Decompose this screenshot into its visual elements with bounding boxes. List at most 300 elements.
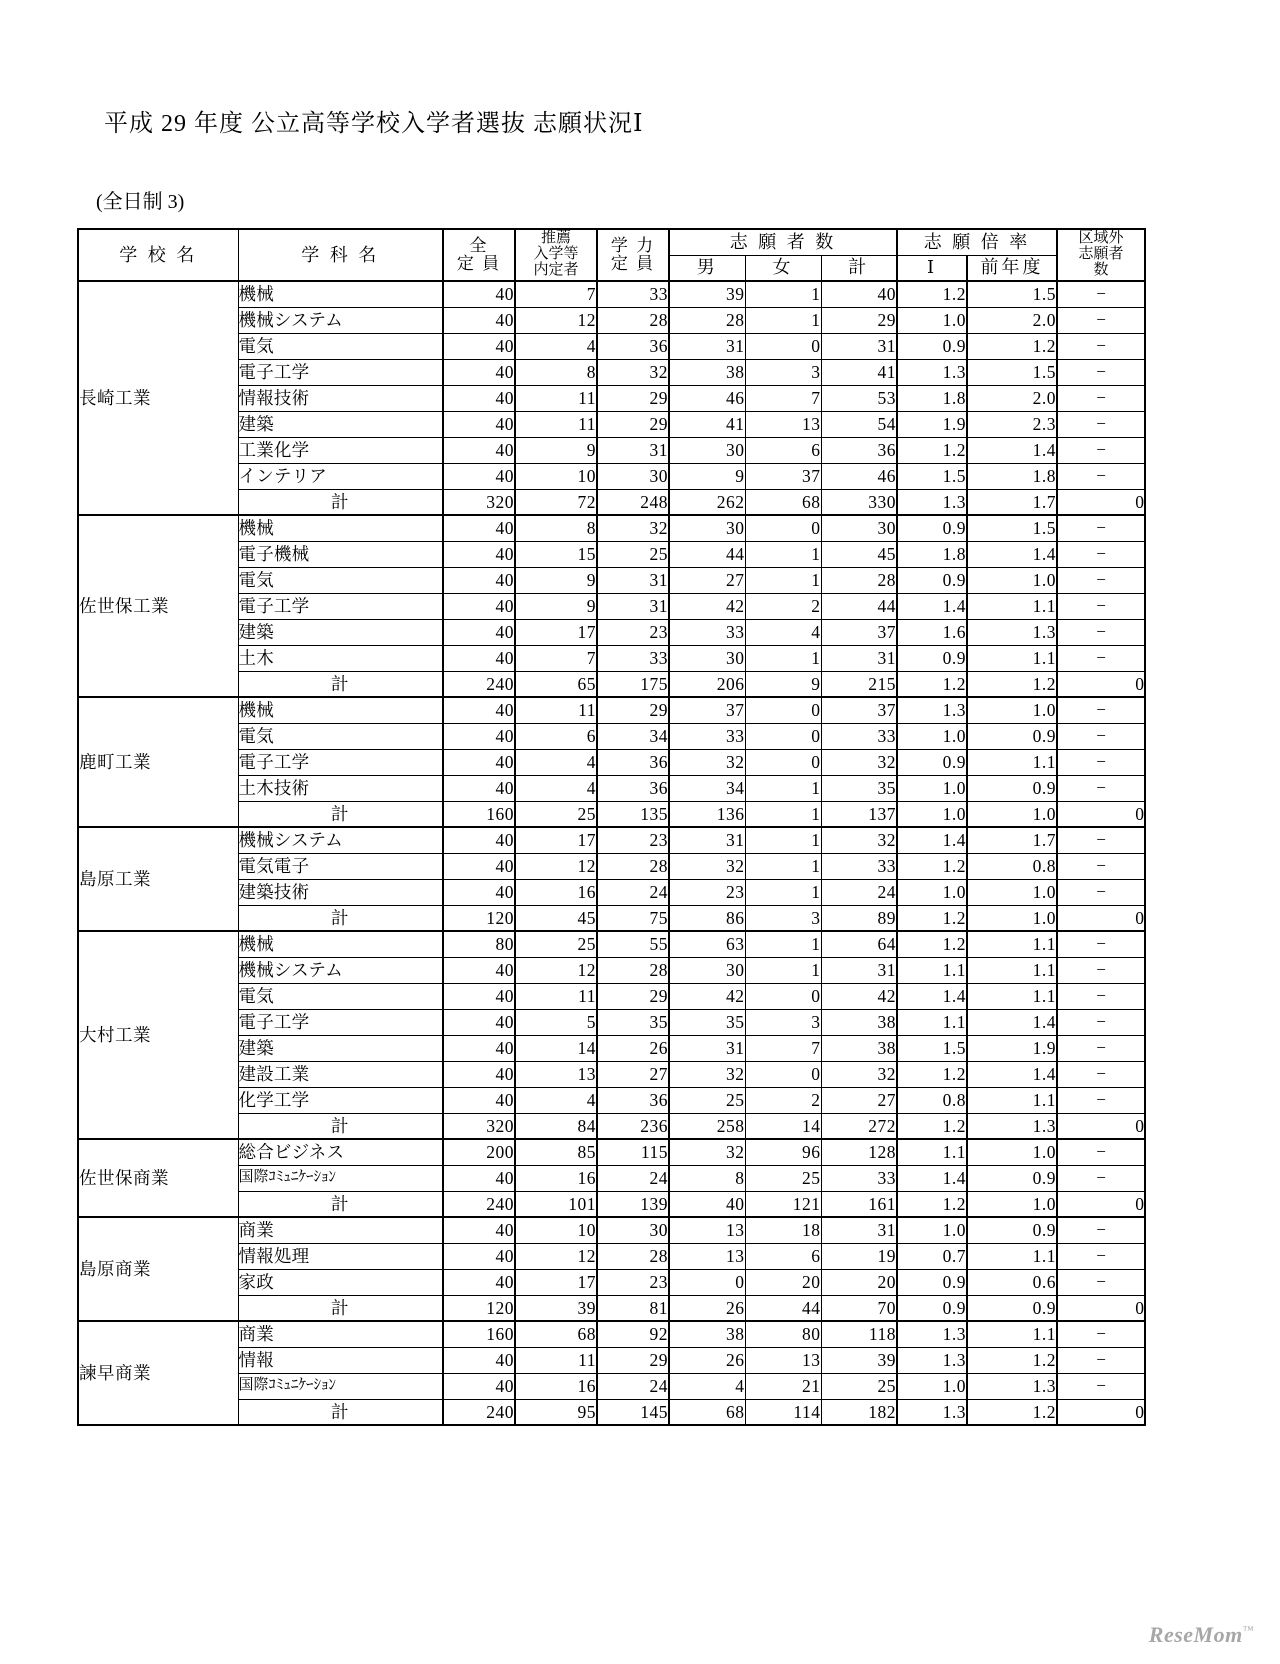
header-applicants-group: 志 願 者 数 <box>669 229 897 255</box>
cell-outside-district: − <box>1057 749 1145 775</box>
cell-applicants-female: 3 <box>745 1009 821 1035</box>
school-name-cell: 大村工業 <box>78 931 238 1139</box>
header-academic-capacity-line1: 学 力 <box>610 236 656 256</box>
cell-recommendation-admitted: 4 <box>515 775 597 801</box>
cell-applicants-total: 38 <box>821 1009 897 1035</box>
total-cell-ratio-current: 1.2 <box>897 1113 967 1139</box>
cell-recommendation-admitted: 11 <box>515 697 597 723</box>
total-cell-outside-district: 0 <box>1057 905 1145 931</box>
header-applicants-male: 男 <box>669 255 745 281</box>
cell-ratio-previous: 1.1 <box>967 931 1057 957</box>
cell-applicants-female: 0 <box>745 723 821 749</box>
cell-total-capacity: 160 <box>443 1321 515 1347</box>
total-cell-outside-district: 0 <box>1057 1113 1145 1139</box>
cell-outside-district: − <box>1057 1269 1145 1295</box>
cell-ratio-current: 1.2 <box>897 437 967 463</box>
total-cell-recommendation-admitted: 72 <box>515 489 597 515</box>
total-cell-ratio-current: 1.2 <box>897 1191 967 1217</box>
total-cell-ratio-previous: 1.2 <box>967 671 1057 697</box>
cell-applicants-female: 1 <box>745 281 821 307</box>
cell-applicants-female: 7 <box>745 1035 821 1061</box>
cell-applicants-male: 63 <box>669 931 745 957</box>
cell-applicants-male: 38 <box>669 359 745 385</box>
department-name-cell: 機械システム <box>238 957 443 983</box>
cell-academic-capacity: 29 <box>597 411 669 437</box>
table-row <box>78 385 1145 411</box>
total-cell-academic-capacity: 139 <box>597 1191 669 1217</box>
cell-outside-district: − <box>1057 333 1145 359</box>
header-outside-line1: 区域外 <box>1078 230 1124 247</box>
application-status-table-wrapper <box>77 228 1145 1426</box>
cell-ratio-current: 1.1 <box>897 1009 967 1035</box>
cell-academic-capacity: 34 <box>597 723 669 749</box>
school-name-cell: 鹿町工業 <box>78 697 238 827</box>
cell-academic-capacity: 32 <box>597 359 669 385</box>
cell-applicants-male: 38 <box>669 1321 745 1347</box>
table-row <box>78 1139 1145 1165</box>
table-row <box>78 541 1145 567</box>
department-name-cell: 電子工学 <box>238 1009 443 1035</box>
header-school-name: 学 校 名 <box>78 229 238 281</box>
cell-ratio-previous: 1.4 <box>967 541 1057 567</box>
cell-applicants-female: 96 <box>745 1139 821 1165</box>
header-recommendation-admitted <box>515 229 597 281</box>
cell-applicants-female: 1 <box>745 645 821 671</box>
cell-academic-capacity: 23 <box>597 1269 669 1295</box>
department-name-cell: 情報処理 <box>238 1243 443 1269</box>
cell-total-capacity: 40 <box>443 437 515 463</box>
cell-recommendation-admitted: 10 <box>515 463 597 489</box>
cell-total-capacity: 40 <box>443 1269 515 1295</box>
cell-applicants-total: 24 <box>821 879 897 905</box>
total-row-label: 計 <box>238 1399 443 1425</box>
header-applicants-total: 計 <box>821 255 897 281</box>
total-cell-applicants-total: 330 <box>821 489 897 515</box>
cell-applicants-female: 2 <box>745 1087 821 1113</box>
cell-applicants-female: 7 <box>745 385 821 411</box>
total-cell-total-capacity: 120 <box>443 905 515 931</box>
table-total-row <box>78 1191 1145 1217</box>
header-outside-line3: 数 <box>1093 261 1109 278</box>
cell-applicants-total: 32 <box>821 827 897 853</box>
total-cell-applicants-male: 262 <box>669 489 745 515</box>
total-cell-applicants-male: 86 <box>669 905 745 931</box>
cell-applicants-female: 0 <box>745 749 821 775</box>
total-cell-applicants-female: 9 <box>745 671 821 697</box>
cell-applicants-total: 64 <box>821 931 897 957</box>
cell-ratio-previous: 1.2 <box>967 333 1057 359</box>
cell-applicants-female: 2 <box>745 593 821 619</box>
cell-academic-capacity: 24 <box>597 1165 669 1191</box>
cell-total-capacity: 40 <box>443 307 515 333</box>
table-row <box>78 853 1145 879</box>
department-name-cell: インテリア <box>238 463 443 489</box>
department-name-cell: 建築 <box>238 411 443 437</box>
school-name-cell: 佐世保商業 <box>78 1139 238 1217</box>
department-name-cell: 機械システム <box>238 307 443 333</box>
cell-ratio-previous: 1.3 <box>967 1373 1057 1399</box>
department-name-cell: 建築技術 <box>238 879 443 905</box>
cell-total-capacity: 40 <box>443 567 515 593</box>
total-cell-applicants-female: 14 <box>745 1113 821 1139</box>
total-cell-recommendation-admitted: 65 <box>515 671 597 697</box>
cell-recommendation-admitted: 15 <box>515 541 597 567</box>
cell-academic-capacity: 28 <box>597 1243 669 1269</box>
cell-total-capacity: 40 <box>443 983 515 1009</box>
department-name-cell: 国際ｺﾐｭﾆｹｰｼｮﾝ <box>238 1373 443 1399</box>
total-cell-applicants-male: 40 <box>669 1191 745 1217</box>
header-total-capacity-line2: 定 員 <box>456 254 502 273</box>
table-row <box>78 281 1145 307</box>
cell-outside-district: − <box>1057 1009 1145 1035</box>
table-total-row <box>78 671 1145 697</box>
cell-applicants-male: 13 <box>669 1243 745 1269</box>
cell-applicants-total: 33 <box>821 853 897 879</box>
cell-ratio-previous: 1.1 <box>967 1321 1057 1347</box>
cell-applicants-female: 37 <box>745 463 821 489</box>
cell-applicants-female: 1 <box>745 853 821 879</box>
cell-outside-district: − <box>1057 1217 1145 1243</box>
cell-total-capacity: 40 <box>443 385 515 411</box>
cell-academic-capacity: 31 <box>597 437 669 463</box>
department-name-cell: 電気 <box>238 567 443 593</box>
total-cell-applicants-total: 70 <box>821 1295 897 1321</box>
cell-applicants-male: 32 <box>669 749 745 775</box>
cell-recommendation-admitted: 11 <box>515 983 597 1009</box>
cell-total-capacity: 40 <box>443 1373 515 1399</box>
department-name-cell: 土木 <box>238 645 443 671</box>
cell-outside-district: − <box>1057 307 1145 333</box>
cell-applicants-male: 42 <box>669 593 745 619</box>
total-cell-outside-district: 0 <box>1057 1295 1145 1321</box>
cell-applicants-female: 1 <box>745 957 821 983</box>
cell-academic-capacity: 36 <box>597 1087 669 1113</box>
total-cell-total-capacity: 160 <box>443 801 515 827</box>
cell-ratio-previous: 1.2 <box>967 1347 1057 1373</box>
cell-applicants-female: 80 <box>745 1321 821 1347</box>
cell-academic-capacity: 25 <box>597 541 669 567</box>
header-recommendation-line3: 内定者 <box>533 261 579 278</box>
cell-academic-capacity: 29 <box>597 1347 669 1373</box>
cell-applicants-total: 54 <box>821 411 897 437</box>
cell-total-capacity: 40 <box>443 593 515 619</box>
cell-outside-district: − <box>1057 385 1145 411</box>
department-name-cell: 建設工業 <box>238 1061 443 1087</box>
cell-applicants-male: 46 <box>669 385 745 411</box>
cell-total-capacity: 40 <box>443 281 515 307</box>
cell-total-capacity: 40 <box>443 1165 515 1191</box>
cell-total-capacity: 40 <box>443 749 515 775</box>
cell-academic-capacity: 24 <box>597 1373 669 1399</box>
cell-applicants-total: 41 <box>821 359 897 385</box>
department-name-cell: 電子工学 <box>238 359 443 385</box>
table-header <box>78 229 1145 281</box>
cell-total-capacity: 40 <box>443 1347 515 1373</box>
cell-ratio-previous: 0.9 <box>967 1217 1057 1243</box>
department-name-cell: 商業 <box>238 1321 443 1347</box>
cell-total-capacity: 40 <box>443 359 515 385</box>
table-row <box>78 1061 1145 1087</box>
table-body <box>78 281 1145 1425</box>
watermark-text: ReseMom <box>1148 1622 1243 1647</box>
department-name-cell: 電子工学 <box>238 749 443 775</box>
total-cell-ratio-previous: 1.0 <box>967 801 1057 827</box>
department-name-cell: 工業化学 <box>238 437 443 463</box>
cell-applicants-male: 31 <box>669 1035 745 1061</box>
cell-applicants-male: 8 <box>669 1165 745 1191</box>
department-name-cell: 建築 <box>238 619 443 645</box>
department-name-cell: 機械 <box>238 697 443 723</box>
table-row <box>78 1243 1145 1269</box>
cell-ratio-current: 1.0 <box>897 879 967 905</box>
cell-total-capacity: 40 <box>443 879 515 905</box>
table-row <box>78 697 1145 723</box>
table-row <box>78 1087 1145 1113</box>
cell-total-capacity: 40 <box>443 1217 515 1243</box>
cell-ratio-previous: 1.0 <box>967 879 1057 905</box>
cell-applicants-total: 28 <box>821 567 897 593</box>
total-cell-applicants-male: 206 <box>669 671 745 697</box>
cell-outside-district: − <box>1057 515 1145 541</box>
department-name-cell: 情報 <box>238 1347 443 1373</box>
department-name-cell: 建築 <box>238 1035 443 1061</box>
cell-applicants-total: 45 <box>821 541 897 567</box>
cell-outside-district: − <box>1057 879 1145 905</box>
cell-applicants-total: 31 <box>821 957 897 983</box>
cell-ratio-current: 1.1 <box>897 957 967 983</box>
cell-applicants-male: 23 <box>669 879 745 905</box>
cell-applicants-male: 34 <box>669 775 745 801</box>
cell-ratio-previous: 2.0 <box>967 385 1057 411</box>
cell-academic-capacity: 31 <box>597 593 669 619</box>
cell-total-capacity: 40 <box>443 827 515 853</box>
page-title: 平成 29 年度 公立高等学校入学者選抜 志願状況Ⅰ <box>104 111 644 137</box>
total-cell-total-capacity: 240 <box>443 671 515 697</box>
cell-ratio-previous: 1.4 <box>967 1061 1057 1087</box>
cell-applicants-female: 0 <box>745 333 821 359</box>
header-applicants-female: 女 <box>745 255 821 281</box>
cell-applicants-total: 31 <box>821 1217 897 1243</box>
cell-applicants-total: 40 <box>821 281 897 307</box>
cell-applicants-male: 30 <box>669 437 745 463</box>
cell-ratio-previous: 1.1 <box>967 593 1057 619</box>
cell-recommendation-admitted: 12 <box>515 1243 597 1269</box>
cell-applicants-male: 41 <box>669 411 745 437</box>
cell-recommendation-admitted: 17 <box>515 1269 597 1295</box>
total-cell-outside-district: 0 <box>1057 1191 1145 1217</box>
cell-academic-capacity: 33 <box>597 281 669 307</box>
total-row-label: 計 <box>238 671 443 697</box>
cell-applicants-female: 0 <box>745 1061 821 1087</box>
total-cell-ratio-current: 1.3 <box>897 1399 967 1425</box>
table-row <box>78 307 1145 333</box>
cell-outside-district: − <box>1057 281 1145 307</box>
table-header-row-1 <box>78 229 1145 255</box>
cell-recommendation-admitted: 4 <box>515 749 597 775</box>
department-name-cell: 機械 <box>238 931 443 957</box>
total-cell-applicants-male: 136 <box>669 801 745 827</box>
cell-ratio-previous: 1.1 <box>967 1087 1057 1113</box>
cell-applicants-total: 44 <box>821 593 897 619</box>
total-cell-applicants-total: 272 <box>821 1113 897 1139</box>
cell-recommendation-admitted: 8 <box>515 515 597 541</box>
total-cell-applicants-total: 215 <box>821 671 897 697</box>
total-cell-ratio-previous: 1.0 <box>967 905 1057 931</box>
cell-outside-district: − <box>1057 645 1145 671</box>
cell-ratio-current: 1.5 <box>897 1035 967 1061</box>
cell-total-capacity: 40 <box>443 1061 515 1087</box>
total-cell-recommendation-admitted: 45 <box>515 905 597 931</box>
table-row <box>78 723 1145 749</box>
cell-applicants-total: 30 <box>821 515 897 541</box>
header-recommendation-line1: 推薦 <box>540 230 571 247</box>
cell-outside-district: − <box>1057 853 1145 879</box>
total-cell-total-capacity: 240 <box>443 1191 515 1217</box>
department-name-cell: 電子機械 <box>238 541 443 567</box>
table-total-row <box>78 1295 1145 1321</box>
table-row <box>78 931 1145 957</box>
total-cell-applicants-female: 1 <box>745 801 821 827</box>
cell-outside-district: − <box>1057 775 1145 801</box>
table-row <box>78 1269 1145 1295</box>
cell-applicants-total: 29 <box>821 307 897 333</box>
cell-outside-district: − <box>1057 1347 1145 1373</box>
cell-ratio-current: 1.0 <box>897 775 967 801</box>
total-cell-ratio-current: 1.0 <box>897 801 967 827</box>
total-cell-total-capacity: 120 <box>443 1295 515 1321</box>
cell-academic-capacity: 35 <box>597 1009 669 1035</box>
table-row <box>78 1373 1145 1399</box>
total-cell-recommendation-admitted: 25 <box>515 801 597 827</box>
table-row <box>78 515 1145 541</box>
cell-academic-capacity: 33 <box>597 645 669 671</box>
total-row-label: 計 <box>238 905 443 931</box>
cell-applicants-total: 118 <box>821 1321 897 1347</box>
cell-ratio-current: 1.2 <box>897 853 967 879</box>
cell-ratio-previous: 1.5 <box>967 515 1057 541</box>
cell-applicants-female: 13 <box>745 1347 821 1373</box>
cell-ratio-current: 0.7 <box>897 1243 967 1269</box>
cell-recommendation-admitted: 12 <box>515 307 597 333</box>
total-cell-total-capacity: 320 <box>443 489 515 515</box>
total-cell-ratio-current: 1.3 <box>897 489 967 515</box>
table-total-row <box>78 489 1145 515</box>
cell-total-capacity: 40 <box>443 723 515 749</box>
cell-academic-capacity: 23 <box>597 827 669 853</box>
cell-outside-district: − <box>1057 437 1145 463</box>
cell-ratio-previous: 1.5 <box>967 359 1057 385</box>
total-cell-outside-district: 0 <box>1057 1399 1145 1425</box>
cell-recommendation-admitted: 5 <box>515 1009 597 1035</box>
total-cell-academic-capacity: 248 <box>597 489 669 515</box>
cell-applicants-total: 33 <box>821 1165 897 1191</box>
cell-recommendation-admitted: 25 <box>515 931 597 957</box>
cell-total-capacity: 40 <box>443 1087 515 1113</box>
cell-applicants-male: 44 <box>669 541 745 567</box>
cell-applicants-female: 1 <box>745 879 821 905</box>
header-total-capacity-line1: 全 <box>469 236 489 256</box>
school-name-cell: 諫早商業 <box>78 1321 238 1425</box>
cell-recommendation-admitted: 17 <box>515 619 597 645</box>
cell-applicants-female: 13 <box>745 411 821 437</box>
page-subtitle: (全日制 3) <box>96 191 185 213</box>
cell-applicants-total: 20 <box>821 1269 897 1295</box>
cell-total-capacity: 40 <box>443 957 515 983</box>
total-row-label: 計 <box>238 489 443 515</box>
cell-ratio-current: 1.2 <box>897 281 967 307</box>
cell-ratio-previous: 1.9 <box>967 1035 1057 1061</box>
total-cell-applicants-total: 89 <box>821 905 897 931</box>
cell-outside-district: − <box>1057 1243 1145 1269</box>
cell-academic-capacity: 28 <box>597 307 669 333</box>
total-cell-ratio-previous: 0.9 <box>967 1295 1057 1321</box>
cell-total-capacity: 40 <box>443 853 515 879</box>
cell-outside-district: − <box>1057 593 1145 619</box>
cell-applicants-total: 39 <box>821 1347 897 1373</box>
header-total-capacity <box>443 229 515 281</box>
department-name-cell: 電気 <box>238 723 443 749</box>
cell-applicants-total: 25 <box>821 1373 897 1399</box>
department-name-cell: 情報技術 <box>238 385 443 411</box>
cell-applicants-female: 18 <box>745 1217 821 1243</box>
total-row-label: 計 <box>238 1191 443 1217</box>
cell-applicants-male: 0 <box>669 1269 745 1295</box>
table-row <box>78 437 1145 463</box>
table-row <box>78 827 1145 853</box>
cell-applicants-total: 31 <box>821 645 897 671</box>
cell-ratio-previous: 1.8 <box>967 463 1057 489</box>
cell-applicants-male: 28 <box>669 307 745 333</box>
cell-academic-capacity: 31 <box>597 567 669 593</box>
department-name-cell: 電気 <box>238 983 443 1009</box>
department-name-cell: 電気 <box>238 333 443 359</box>
cell-ratio-previous: 0.8 <box>967 853 1057 879</box>
cell-total-capacity: 40 <box>443 515 515 541</box>
department-name-cell: 土木技術 <box>238 775 443 801</box>
total-cell-ratio-current: 1.2 <box>897 671 967 697</box>
total-cell-applicants-female: 114 <box>745 1399 821 1425</box>
watermark-tm: ™ <box>1242 1624 1254 1637</box>
cell-outside-district: − <box>1057 827 1145 853</box>
cell-applicants-total: 36 <box>821 437 897 463</box>
cell-ratio-previous: 1.5 <box>967 281 1057 307</box>
cell-recommendation-admitted: 85 <box>515 1139 597 1165</box>
cell-applicants-total: 33 <box>821 723 897 749</box>
cell-recommendation-admitted: 6 <box>515 723 597 749</box>
cell-recommendation-admitted: 16 <box>515 1165 597 1191</box>
table-row <box>78 463 1145 489</box>
cell-academic-capacity: 26 <box>597 1035 669 1061</box>
department-name-cell: 化学工学 <box>238 1087 443 1113</box>
cell-total-capacity: 40 <box>443 645 515 671</box>
header-outside-district-applicants <box>1057 229 1145 281</box>
cell-outside-district: − <box>1057 1165 1145 1191</box>
cell-academic-capacity: 32 <box>597 515 669 541</box>
table-row <box>78 1321 1145 1347</box>
total-cell-applicants-male: 26 <box>669 1295 745 1321</box>
cell-applicants-male: 37 <box>669 697 745 723</box>
cell-recommendation-admitted: 16 <box>515 879 597 905</box>
cell-ratio-current: 1.8 <box>897 385 967 411</box>
cell-outside-district: − <box>1057 1087 1145 1113</box>
department-name-cell: 電気電子 <box>238 853 443 879</box>
school-name-cell: 長崎工業 <box>78 281 238 515</box>
cell-applicants-female: 1 <box>745 541 821 567</box>
cell-total-capacity: 40 <box>443 411 515 437</box>
total-cell-total-capacity: 320 <box>443 1113 515 1139</box>
cell-ratio-previous: 1.0 <box>967 567 1057 593</box>
table-row <box>78 411 1145 437</box>
